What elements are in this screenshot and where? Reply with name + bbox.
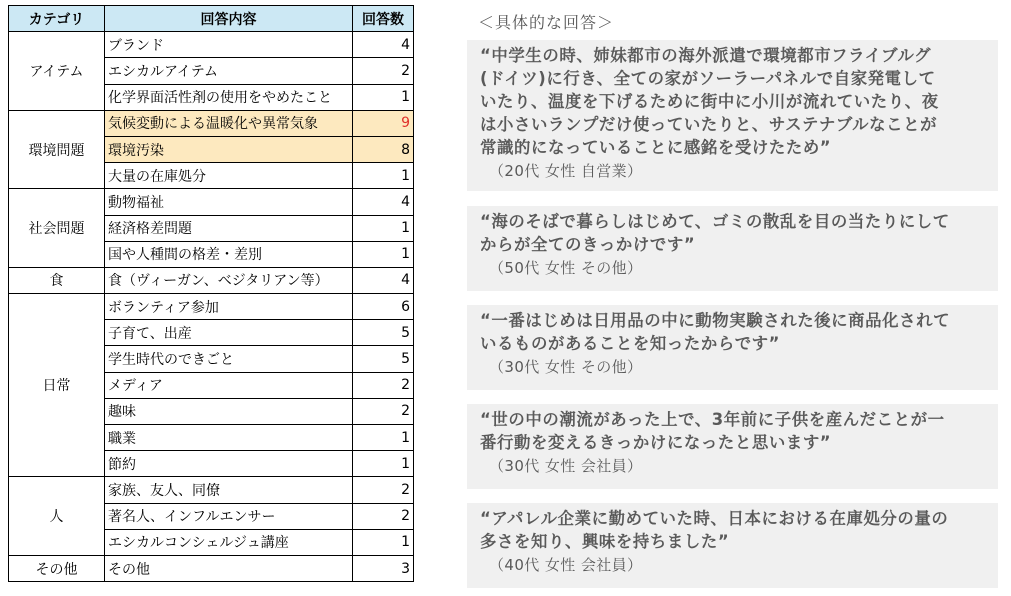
count-cell: 1: [353, 84, 414, 110]
header-category: カテゴリ: [9, 6, 105, 32]
count-cell: 2: [353, 372, 414, 398]
category-cell: アイテム: [9, 32, 105, 111]
quote-author: （30代 女性 会社員）: [489, 457, 643, 475]
count-cell: 1: [353, 451, 414, 477]
quote-box: [467, 206, 998, 291]
answer-cell: 気候変動による温暖化や異常気象: [105, 110, 353, 136]
quote-text: “海のそばで暮らしはじめて、ゴミの散乱を目の当たりにして からが全てのきっかけです”: [480, 212, 950, 254]
count-cell: 2: [353, 477, 414, 503]
answer-cell: 学生時代のできごと: [105, 346, 353, 372]
table-row: [9, 555, 414, 581]
table-header-row: [9, 6, 414, 32]
count-cell: 5: [353, 320, 414, 346]
panel-title: ＜具体的な回答＞: [478, 13, 615, 32]
count-cell: 1: [353, 163, 414, 189]
quote-box: [467, 404, 998, 489]
answer-cell: 経済格差問題: [105, 215, 353, 241]
category-cell: 日常: [9, 294, 105, 477]
answer-cell: 化学界面活性剤の使用をやめたこと: [105, 84, 353, 110]
answer-cell: 節約: [105, 451, 353, 477]
quote-author: （30代 女性 その他）: [489, 358, 643, 376]
quote-text: “中学生の時、姉妹都市の海外派遣で環境都市フライブルグ (ドイツ)に行き、全ての家がソーラーパネルで自家発電して いたり、温度を下げるために街中に小川が流れていたり、夜 は小さいランプだけ使っていたりと、サステナブルなことが 常識的になっていることに感銘を受けたため”: [480, 46, 939, 157]
table-body: [9, 32, 414, 582]
count-cell: 6: [353, 294, 414, 320]
header-count: 回答数: [353, 6, 414, 32]
answer-cell: 動物福祉: [105, 189, 353, 215]
quote-author: （50代 女性 その他）: [489, 259, 643, 277]
quote-author: （20代 女性 自営業）: [489, 162, 643, 180]
answer-cell: 環境汚染: [105, 136, 353, 162]
table-row: [9, 294, 414, 320]
answer-cell: 家族、友人、同僚: [105, 477, 353, 503]
quote-author: （40代 女性 会社員）: [489, 556, 643, 574]
quote-text: “一番はじめは日用品の中に動物実験された後に商品化されて いるものがあることを知ったからです”: [480, 311, 951, 353]
quote-box: [467, 305, 998, 390]
quote-box: [467, 40, 998, 191]
answer-cell: その他: [105, 555, 353, 581]
answer-cell: 国や人種間の格差・差別: [105, 241, 353, 267]
count-cell: 3: [353, 555, 414, 581]
count-cell: 2: [353, 398, 414, 424]
count-cell: 4: [353, 267, 414, 293]
header-answer: 回答内容: [105, 6, 353, 32]
count-cell: 4: [353, 32, 414, 58]
count-cell: 2: [353, 503, 414, 529]
answer-cell: エシカルアイテム: [105, 58, 353, 84]
count-cell: 8: [353, 136, 414, 162]
count-cell: 4: [353, 189, 414, 215]
answer-cell: メディア: [105, 372, 353, 398]
category-cell: その他: [9, 555, 105, 581]
quote-text: “世の中の潮流があった上で、3年前に子供を産んだことが一 番行動を変えるきっかけになったと思います”: [480, 410, 945, 452]
answer-cell: 著名人、インフルエンサー: [105, 503, 353, 529]
answer-cell: 食（ヴィーガン、ベジタリアン等）: [105, 267, 353, 293]
count-cell: 1: [353, 215, 414, 241]
count-cell: 2: [353, 58, 414, 84]
count-cell: 1: [353, 241, 414, 267]
count-cell: 1: [353, 425, 414, 451]
answer-cell: ボランティア参加: [105, 294, 353, 320]
answer-cell: 職業: [105, 425, 353, 451]
table-row: [9, 189, 414, 215]
answer-cell: 大量の在庫処分: [105, 163, 353, 189]
category-cell: 人: [9, 477, 105, 556]
answer-cell: 子育て、出産: [105, 320, 353, 346]
count-cell: 1: [353, 529, 414, 555]
table-row: [9, 110, 414, 136]
quote-text: “アパレル企業に勤めていた時、日本における在庫処分の量の 多さを知り、興味を持ちました”: [480, 509, 949, 551]
category-cell: 社会問題: [9, 189, 105, 268]
count-cell: 9: [353, 110, 414, 136]
table-row: [9, 267, 414, 293]
quote-box: [467, 503, 998, 588]
answer-cell: エシカルコンシェルジュ講座: [105, 529, 353, 555]
count-cell: 5: [353, 346, 414, 372]
survey-table: [8, 5, 414, 582]
category-cell: 食: [9, 267, 105, 293]
category-cell: 環境問題: [9, 110, 105, 189]
table-row: [9, 477, 414, 503]
answer-cell: 趣味: [105, 398, 353, 424]
table-row: [9, 32, 414, 58]
answer-cell: ブランド: [105, 32, 353, 58]
